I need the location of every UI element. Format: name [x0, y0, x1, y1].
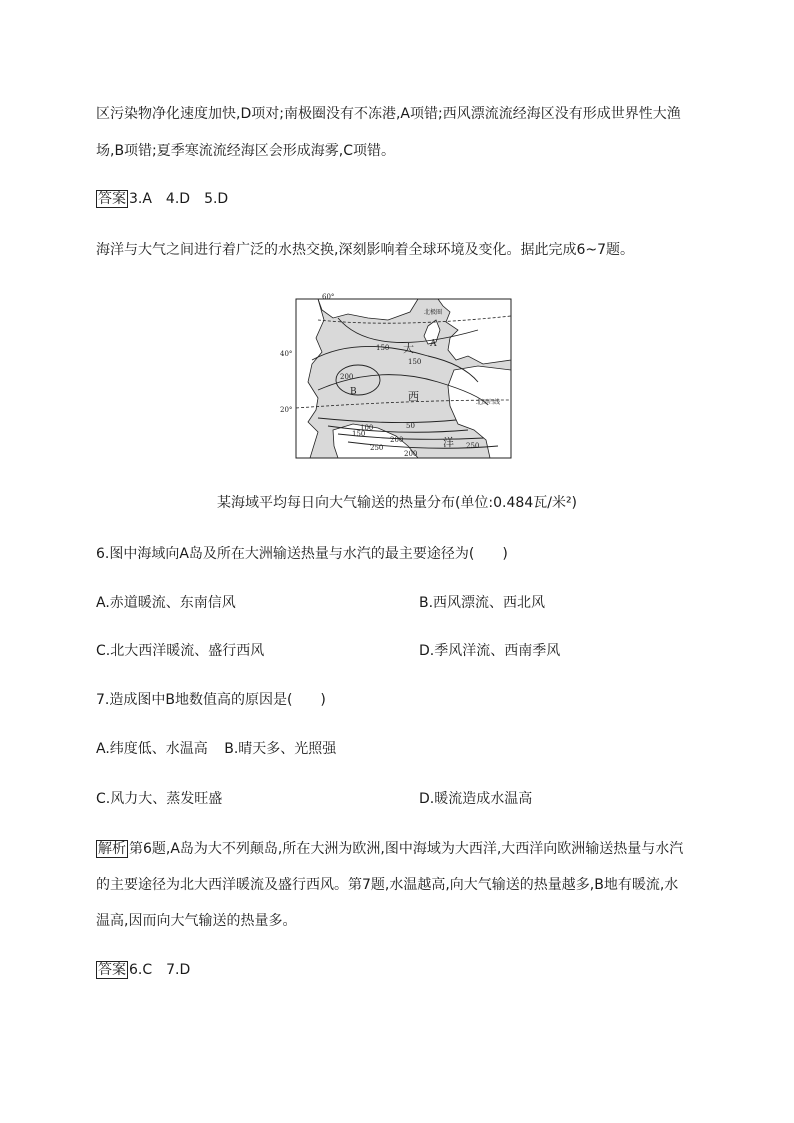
lat-label-40: 40° — [280, 350, 293, 358]
q7-option-a[interactable]: A.纬度低、水温高 — [96, 741, 208, 757]
ocean-char-1: 大 — [403, 342, 414, 355]
analysis-label: 解析 — [98, 841, 126, 857]
q7-option-c[interactable]: C.风力大、蒸发旺盛 — [96, 791, 223, 807]
q6-option-c[interactable]: C.北大西洋暖流、盛行西风 — [96, 643, 265, 659]
q7-options-row-1 — [96, 739, 336, 759]
prev-explanation-line-2: 场,B项错;夏季寒流流经海区会形成海雾,C项错。 — [96, 143, 395, 159]
q7-stem: 7.造成图中B地数值高的原因是( ) — [96, 692, 326, 708]
contour-label-100: 100 — [360, 424, 374, 432]
answer-block-2 — [96, 960, 190, 980]
point-label-a: A — [430, 339, 437, 349]
ocean-char-2: 西 — [408, 390, 419, 403]
contour-label-250a: 250 — [370, 444, 384, 452]
answer-block-1 — [96, 189, 228, 209]
q6-stem: 6.图中海域向A岛及所在大洲输送热量与水汽的最主要途径为( ) — [96, 546, 508, 562]
contour-label-150a: 150 — [376, 344, 390, 352]
intro-text: 海洋与大气之间进行着广泛的水热交换,深刻影响着全球环境及变化。据此完成6~7题。 — [96, 242, 634, 258]
contour-label-200a: 200 — [340, 373, 354, 381]
lat-label-60: 60° — [322, 293, 335, 301]
tropic-label: 北回归线 — [476, 399, 501, 406]
lat-label-20: 20° — [280, 406, 293, 414]
prev-explanation-line-1: 区污染物净化速度加快,D项对;南极圈没有不冻港,A项错;西风漂流流经海区没有形成世界性大渔 — [96, 106, 681, 122]
contour-label-150c: 150 — [352, 430, 366, 438]
analysis-line-3: 温高,因而向大气输送的热量多。 — [96, 913, 297, 929]
answer-label-2: 答案 — [98, 962, 126, 978]
heat-flux-map — [278, 290, 518, 462]
q6-option-b[interactable]: B.西风漂流、西北风 — [419, 595, 546, 611]
contour-label-200c: 200 — [404, 450, 418, 458]
contour-label-250b: 250 — [466, 442, 480, 450]
answer-label: 答案 — [98, 191, 126, 207]
contour-label-200b: 200 — [390, 436, 404, 444]
point-label-b: B — [350, 387, 357, 397]
arctic-circle-label: 北极圈 — [424, 309, 443, 316]
analysis-line-2: 的主要途径为北大西洋暖流及盛行西风。第7题,水温越高,向大气输送的热量越多,B地有暖流,水 — [96, 877, 679, 893]
ocean-char-3: 洋 — [443, 436, 454, 449]
q7-options-row-2 — [96, 789, 533, 809]
q7-option-b[interactable]: B.晴天多、光照强 — [224, 741, 337, 757]
map-caption: 某海域平均每日向大气输送的热量分布(单位:0.484瓦/米²) — [216, 495, 578, 511]
contour-label-150b: 150 — [408, 358, 422, 366]
answer-text: 3.A 4.D 5.D — [129, 191, 229, 207]
analysis-line-1 — [96, 839, 683, 859]
contour-label-50: 50 — [406, 422, 415, 430]
q6-option-d[interactable]: D.季风洋流、西南季风 — [419, 643, 561, 659]
answer-text-2: 6.C 7.D — [129, 962, 191, 978]
q6-options-row-2 — [96, 641, 561, 661]
q6-option-a[interactable]: A.赤道暖流、东南信风 — [96, 595, 236, 611]
q6-options-row-1 — [96, 593, 546, 613]
q7-option-d[interactable]: D.暖流造成水温高 — [419, 791, 533, 807]
analysis-text-1: 第6题,A岛为大不列颠岛,所在大洲为欧洲,图中海域为大西洋,大西洋向欧洲输送热量与水汽 — [129, 841, 684, 857]
